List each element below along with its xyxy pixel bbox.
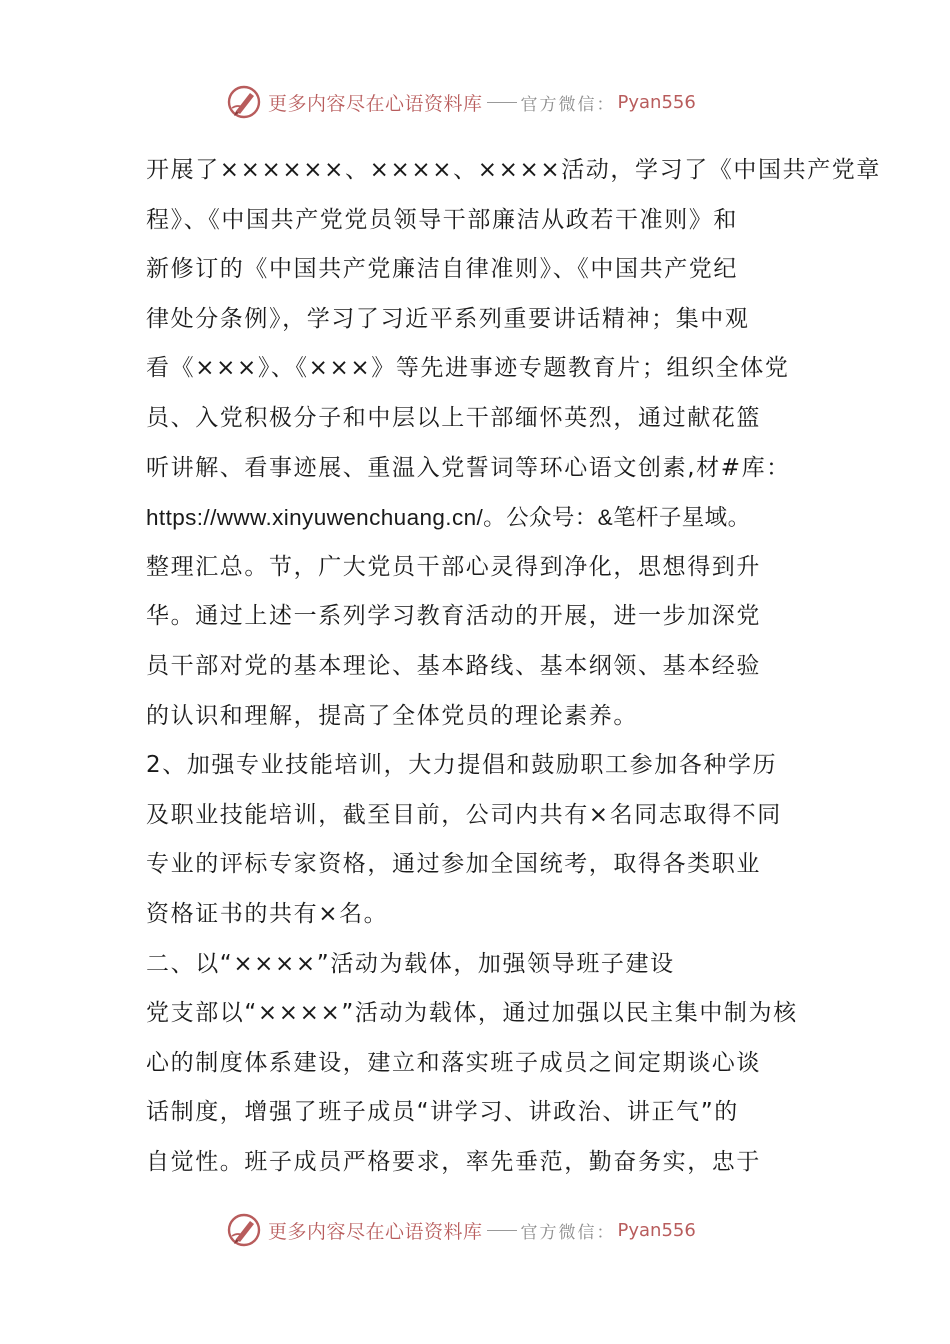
- text-line: 心的制度体系建设，建立和落实班子成员之间定期谈心谈: [146, 1049, 761, 1076]
- text-line: 开展了××××××、××××、××××活动，学习了《中国共产党章: [146, 157, 882, 183]
- header-banner[interactable]: [226, 82, 696, 122]
- text-line: 新修订的《中国共产党廉洁自律准则》、《中国共产党纪: [146, 256, 738, 283]
- text-line: 的认识和理解，提高了全体党员的理论素养。: [146, 702, 638, 729]
- url-line[interactable]: https://www.xinyuwenchuang.cn/。公众号：&笔杆子星域。: [146, 505, 751, 531]
- banner-dash: [487, 1230, 517, 1231]
- text-line: 员、入党积极分子和中层以上干部缅怀英烈，通过献花篮: [146, 404, 761, 431]
- text-line: 员干部对党的基本理论、基本路线、基本纲领、基本经验: [146, 652, 761, 679]
- text-line: 自觉性。班子成员严格要求，率先垂范，勤奋务实，忠于: [146, 1148, 761, 1175]
- banner-official-label: 官方微信：: [520, 94, 616, 115]
- banner-dash: [487, 102, 517, 103]
- text-line: 专业的评标专家资格，通过参加全国统考，取得各类职业: [146, 851, 761, 878]
- pen-logo-icon: [226, 1212, 262, 1248]
- text-line: 党支部以“××××”活动为载体，通过加强以民主集中制为核: [146, 1000, 798, 1027]
- text-line: 及职业技能培训，截至目前，公司内共有×名同志取得不同: [146, 801, 782, 828]
- banner-title: 更多内容尽在心语资料库: [268, 92, 483, 115]
- banner-title: 更多内容尽在心语资料库: [268, 1220, 483, 1243]
- section-heading: 二、以“××××”活动为载体，加强领导班子建设: [146, 950, 675, 977]
- text-line: 华。通过上述一系列学习教育活动的开展，进一步加深党: [146, 603, 761, 630]
- text-line: 2、加强专业技能培训，大力提倡和鼓励职工参加各种学历: [146, 752, 778, 779]
- text-line: 资格证书的共有×名。: [146, 900, 389, 927]
- banner-wechat-id: Pyan556: [617, 91, 696, 113]
- text-line: 程》、《中国共产党党员领导干部廉洁从政若干准则》和: [146, 206, 738, 233]
- article-body: [146, 146, 882, 1187]
- text-line: 整理汇总。节，广大党员干部心灵得到净化，思想得到升: [146, 553, 761, 580]
- text-line: 听讲解、看事迹展、重温入党誓词等环心语文创素,材#库：: [146, 454, 791, 481]
- banner-official-label: 官方微信：: [520, 1222, 616, 1243]
- banner-wechat-id: Pyan556: [617, 1219, 696, 1241]
- text-line: 看《×××》、《×××》等先进事迹专题教育片；组织全体党: [146, 355, 790, 382]
- pen-logo-icon: [226, 84, 262, 120]
- text-line: 律处分条例》，学习了习近平系列重要讲话精神；集中观: [146, 305, 750, 332]
- text-line: 话制度，增强了班子成员“讲学习、讲政治、讲正气”的: [146, 1099, 739, 1126]
- footer-banner[interactable]: [226, 1210, 696, 1250]
